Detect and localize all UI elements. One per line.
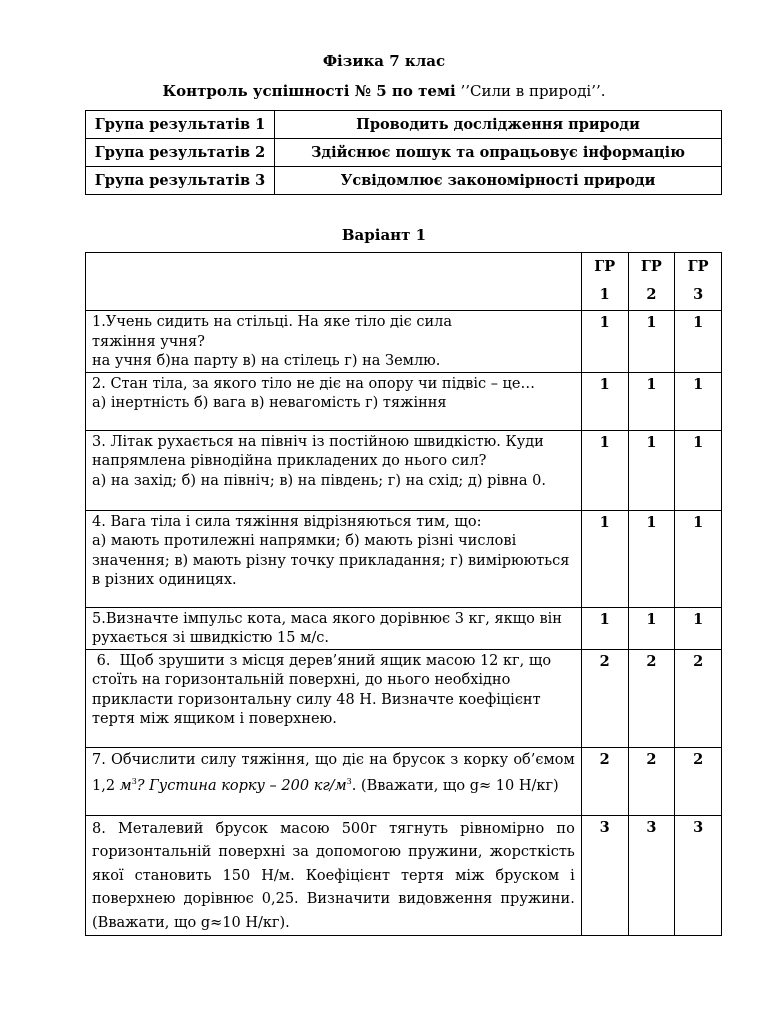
group-row (86, 111, 722, 139)
task-points: 2 (675, 649, 722, 747)
unit-m: м (119, 777, 132, 794)
task-line: тяжіння учня? (92, 333, 205, 350)
group-name: Група результатів 1 (86, 111, 275, 139)
header-gr-label: ГР (594, 258, 616, 275)
task-line: 1.Учень сидить на стільці. На яке тіло діє сила (92, 314, 452, 330)
task-points: 2 (581, 649, 628, 747)
task-points: 3 (628, 815, 675, 936)
group-row (86, 139, 722, 167)
task-row-7 (86, 747, 722, 815)
task-points: 1 (581, 430, 628, 510)
unit-exponent: 3 (346, 776, 352, 786)
task-row-5 (86, 607, 722, 649)
task-row-2 (86, 372, 722, 430)
task-points: 2 (675, 747, 722, 815)
group-name: Група результатів 2 (86, 139, 275, 167)
tasks-table (85, 252, 722, 936)
task-points: 1 (628, 430, 675, 510)
group-row (86, 167, 722, 195)
task-points: 1 (628, 607, 675, 649)
control-prefix: Контроль успішності № 5 по темі (162, 82, 456, 100)
header-empty-cell (86, 253, 582, 311)
header-gr2 (628, 253, 675, 311)
task-points: 1 (675, 311, 722, 373)
task-text (86, 311, 582, 373)
task-text: 8. Металевий брусок масою 500г тягнуть рівномірно по горизонтальній поверхні за допомогою пружини, жорсткість якої становить 150 Н/м. Коефіцієнт тертя між бруском і поверхнею дорівнює 0,25. Визначити видовження пружини. (Вважати, що g≈10 Н/кг). (86, 815, 582, 936)
task-points: 3 (675, 815, 722, 936)
task-text-part: ? Густина корку – 200 кг/ (136, 777, 335, 794)
task-line: 2. Стан тіла, за якого тіло не діє на опору чи підвіс – це… (92, 375, 535, 392)
task-line: напрямлена рівнодійна прикладених до нього сил? (92, 453, 487, 469)
task-text (86, 607, 582, 649)
task-text-part: . (Вважати, що g≈ 10 Н/кг) (351, 777, 559, 794)
task-line: на учня б)на парту в) на стілець г) на Землю. (92, 353, 441, 369)
header-gr3 (675, 253, 722, 311)
task-line: значення; в) мають різну точку прикладання; г) вимірюються (92, 552, 570, 569)
task-text (86, 747, 582, 815)
task-points: 1 (675, 372, 722, 430)
task-text (86, 372, 582, 430)
control-title (0, 82, 768, 100)
header-gr-number: 2 (646, 286, 657, 303)
unit-m: м (334, 777, 347, 794)
subject-title: Фізика 7 клас (322, 52, 446, 70)
task-line: рухається зі швидкістю 15 м/с. (92, 630, 329, 646)
task-row-1 (86, 311, 722, 373)
task-points: 1 (581, 607, 628, 649)
task-points: 1 (675, 510, 722, 607)
task-line: стоїть на горизонтальній поверхні, до нього необхідно (92, 672, 511, 688)
task-row-4 (86, 510, 722, 607)
task-line: а) на захід; б) на північ; в) на південь; г) на схід; д) рівна 0. (92, 472, 546, 489)
variant-title: Варіант 1 (341, 226, 427, 244)
task-text (86, 510, 582, 607)
task-row-3 (86, 430, 722, 510)
task-points: 2 (581, 747, 628, 815)
task-line: прикласти горизонтальну силу 48 Н. Визначте коефіцієнт (92, 691, 541, 708)
results-groups-table (85, 110, 722, 195)
group-desc: Здійснює пошук та опрацьовує інформацію (275, 139, 722, 167)
task-text-part: 7. Обчислити силу тяжіння, що діє на брусок з корку об’ємом 1,2 (92, 751, 575, 794)
task-points: 3 (581, 815, 628, 936)
header-gr1 (581, 253, 628, 311)
task-points: 1 (581, 311, 628, 373)
task-line: 6. Щоб зрушити з місця дерев’яний ящик масою 12 кг, що (92, 652, 552, 669)
header-gr-label: ГР (640, 258, 662, 275)
header-gr-number: 3 (693, 286, 704, 303)
task-line: а) інертність б) вага в) невагомість г) тяжіння (92, 395, 447, 411)
task-points: 1 (628, 311, 675, 373)
unit-exponent: 3 (131, 776, 137, 786)
task-points: 1 (581, 372, 628, 430)
task-line: в різних одиницях. (92, 572, 237, 588)
tasks-header-row (86, 253, 722, 311)
task-line: 5.Визначте імпульс кота, маса якого дорівнює 3 кг, якщо він (92, 610, 562, 627)
task-points: 1 (628, 372, 675, 430)
task-text (86, 430, 582, 510)
group-desc: Усвідомлює закономірності природи (275, 167, 722, 195)
task-points: 1 (581, 510, 628, 607)
group-desc: Проводить дослідження природи (275, 111, 722, 139)
group-name: Група результатів 3 (86, 167, 275, 195)
header-gr-number: 1 (599, 286, 610, 303)
task-points: 1 (628, 510, 675, 607)
task-points: 2 (628, 649, 675, 747)
task-points: 1 (675, 607, 722, 649)
task-row-6 (86, 649, 722, 747)
task-line: 3. Літак рухається на північ із постійною швидкістю. Куди (92, 433, 544, 450)
task-row-8 (86, 815, 722, 936)
control-topic: ’’Сили в природі’’. (455, 82, 606, 100)
task-line: а) мають протилежні напрямки; б) мають різні числові (92, 533, 517, 549)
task-text (86, 649, 582, 747)
task-line: тертя між ящиком і поверхнею. (92, 711, 337, 727)
header-gr-label: ГР (687, 258, 709, 275)
task-points: 2 (628, 747, 675, 815)
task-line: 4. Вага тіла і сила тяжіння відрізняються тим, що: (92, 513, 482, 530)
task-points: 1 (675, 430, 722, 510)
